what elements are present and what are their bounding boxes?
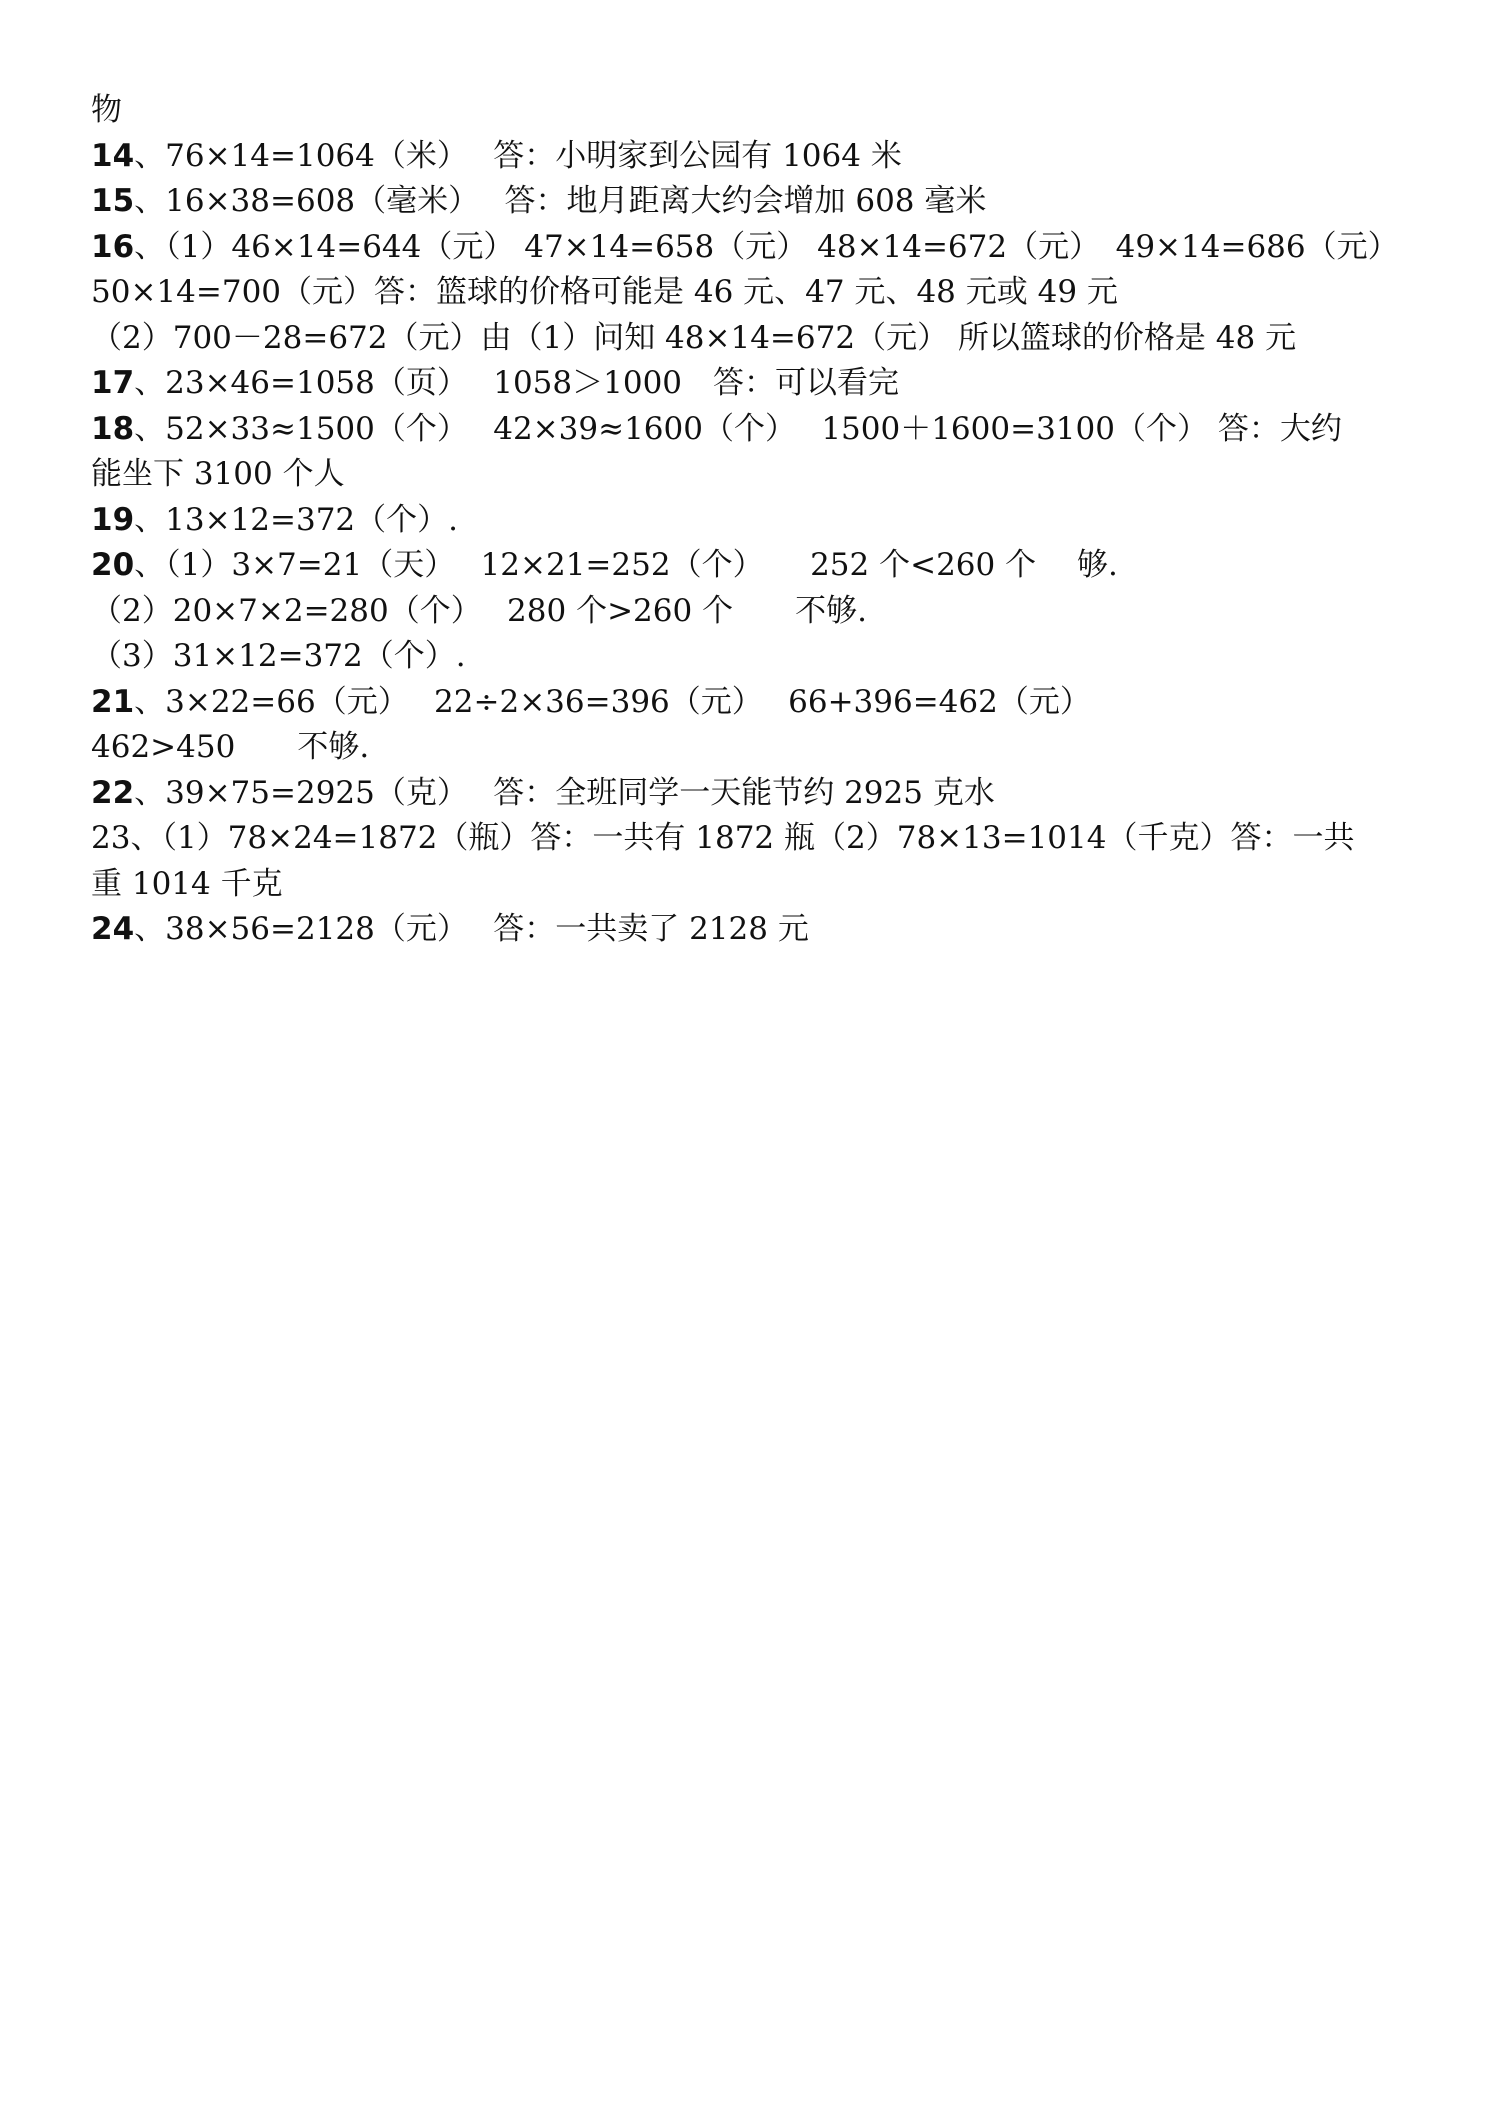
item-number: 16: [91, 228, 135, 265]
answer-15: [91, 179, 1421, 225]
answer-18: [91, 407, 1421, 453]
answer-17: [91, 361, 1421, 407]
line-text: 、3×22=66（元） 22÷2×36=396（元） 66+396=462（元）: [134, 683, 1091, 720]
item-number: 24: [91, 911, 135, 947]
answer-19: [91, 498, 1421, 544]
answer-16-cont: [91, 270, 1421, 316]
line-text: 、13×12=372（个）.: [134, 501, 459, 538]
line-text: 重 1014 千克: [91, 865, 283, 902]
answer-16-part2: [91, 316, 1421, 362]
line-text: （3）31×12=372（个）.: [91, 638, 466, 674]
answer-18-cont: [91, 452, 1421, 498]
answer-20: [91, 543, 1421, 589]
item-number: 22: [91, 774, 135, 811]
item-number: 15: [91, 183, 135, 219]
item-number: 19: [91, 501, 135, 538]
answer-14: [91, 134, 1421, 180]
text-line-1: [91, 88, 1421, 134]
answer-23: [91, 816, 1421, 862]
line-text: 、76×14=1064（米） 答：小明家到公园有 1064 米: [134, 137, 902, 174]
line-text: （2）20×7×2=280（个） 280 个>260 个 不够.: [91, 592, 867, 629]
line-text: 物: [91, 92, 122, 128]
line-text: 能坐下 3100 个人: [91, 456, 345, 492]
line-text: 、39×75=2925（克） 答：全班同学一天能节约 2925 克水: [134, 774, 995, 811]
line-text: 462>450 不够.: [91, 729, 370, 765]
item-number: 20: [91, 547, 135, 583]
line-text: 、38×56=2128（元） 答：一共卖了 2128 元: [134, 911, 809, 947]
line-text: 、52×33≈1500（个） 42×39≈1600（个） 1500＋1600=3100（个） 答：大约: [134, 410, 1342, 447]
line-text: 、（1）3×7=21（天） 12×21=252（个） 252 个<260 个 够.: [134, 547, 1118, 583]
item-number: 21: [91, 683, 135, 720]
item-number: 14: [91, 137, 135, 174]
item-number: 18: [91, 410, 135, 447]
item-number: 17: [91, 365, 135, 401]
line-text: 、23×46=1058（页） 1058＞1000 答：可以看完: [134, 365, 900, 401]
line-text: 50×14=700（元）答：篮球的价格可能是 46 元、47 元、48 元或 49 元: [91, 274, 1118, 310]
answer-16: [91, 225, 1421, 271]
answer-20-part2: [91, 589, 1421, 635]
answer-text-block: [91, 88, 1421, 953]
answer-22: [91, 771, 1421, 817]
line-text: 、16×38=608（毫米） 答：地月距离大约会增加 608 毫米: [134, 183, 987, 219]
line-text: 23、（1）78×24=1872（瓶）答：一共有 1872 瓶（2）78×13=1014（千克）答：一共: [91, 820, 1355, 856]
answer-23-cont: [91, 862, 1421, 908]
answer-21-cont: [91, 725, 1421, 771]
line-text: 、（1）46×14=644（元） 47×14=658（元） 48×14=672（元） 49×14=686（元）: [134, 228, 1399, 265]
answer-24: [91, 907, 1421, 953]
line-text: （2）700－28=672（元）由（1）问知 48×14=672（元） 所以篮球的价格是 48 元: [91, 319, 1297, 356]
answer-20-part3: [91, 634, 1421, 680]
answer-21: [91, 680, 1421, 726]
